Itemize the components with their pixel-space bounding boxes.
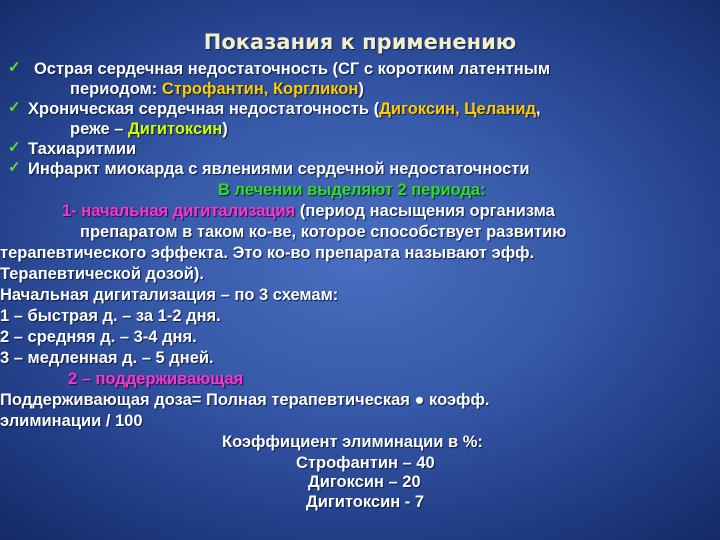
period-2-label: 2 – поддерживающая [68, 370, 244, 388]
maintenance-formula-cont: элиминации / 100 [0, 412, 143, 430]
period-1-line: 1- начальная дигитализация (период насыщения организма [62, 202, 555, 220]
bullet-tachy: Тахиаритмии [28, 140, 137, 158]
check-icon: ✓ [8, 59, 21, 76]
text-line: Терапевтической дозой). [0, 265, 204, 283]
bullet-acute: Острая сердечная недостаточность (СГ с коротким латентным [33, 60, 551, 78]
scheme-slow: 3 – медленная д. – 5 дней. [0, 349, 214, 367]
text-line: терапевтического эффекта. Это ко-во препарата называют эфф. [0, 244, 535, 262]
scheme-medium: 2 – средняя д. – 3-4 дня. [0, 328, 197, 346]
check-icon: ✓ [8, 99, 21, 116]
elimination-item: Дигитоксин - 7 [306, 493, 425, 511]
check-icon: ✓ [8, 139, 21, 156]
elimination-heading: Коэффициент элиминации в %: [222, 433, 483, 451]
bullet-chronic: Хроническая сердечная недостаточность (Дигоксин, Целанид, [28, 100, 541, 118]
maintenance-formula: Поддерживающая доза= Полная терапевтическая ● коэфф. [0, 391, 490, 409]
check-icon: ✓ [8, 159, 21, 176]
scheme-fast: 1 – быстрая д. – за 1-2 дня. [0, 307, 221, 325]
text-line: препаратом в таком ко-ве, которое способствует развитию [80, 223, 567, 241]
periods-heading: В лечении выделяют 2 периода: [218, 181, 486, 199]
elimination-item: Дигоксин – 20 [308, 473, 421, 491]
bullet-infarct: Инфаркт миокарда с явлениями сердечной недостаточности [28, 160, 530, 178]
bullet-acute-cont: периодом: Строфантин, Коргликон) [70, 80, 364, 98]
slide-title: Показания к применению [203, 30, 517, 54]
elimination-item: Строфантин – 40 [296, 454, 435, 472]
bullet-chronic-cont: реже – Дигитоксин) [70, 120, 228, 138]
text-line: Начальная дигитализация – по 3 схемам: [0, 286, 339, 304]
